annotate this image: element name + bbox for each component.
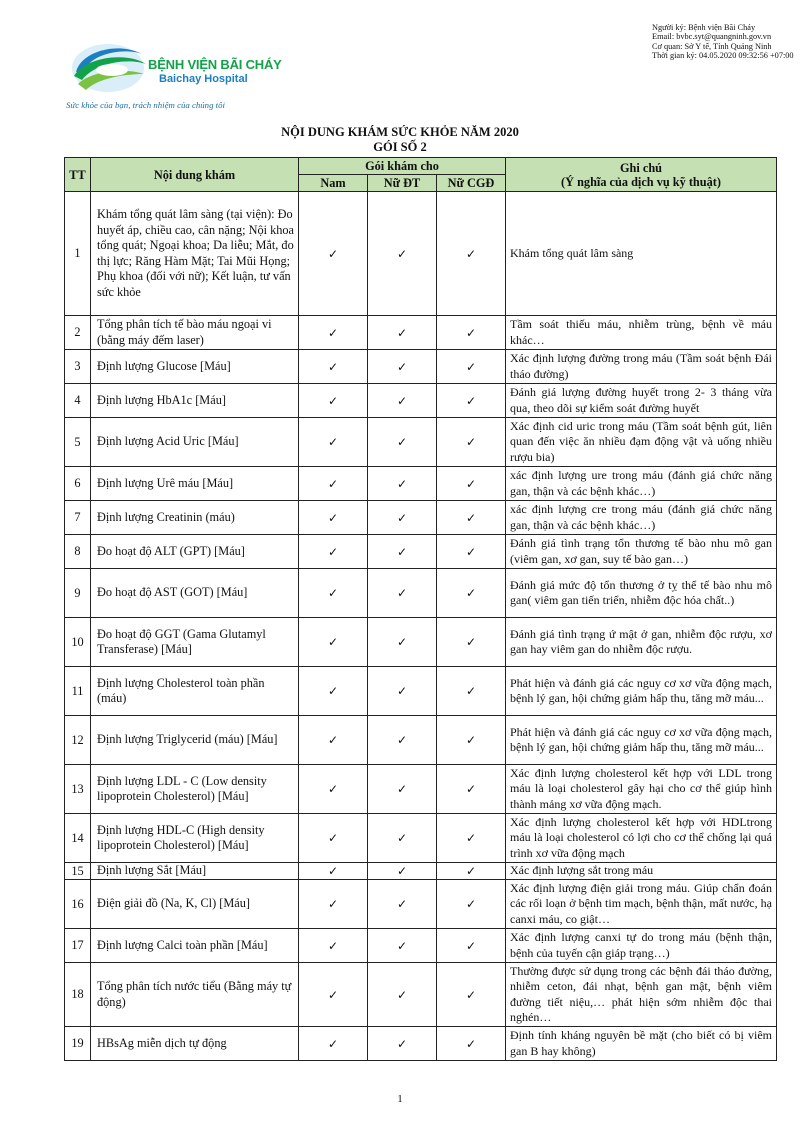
exam-content: Định lượng Cholesterol toàn phần (máu) bbox=[91, 667, 299, 716]
exam-content: Định lượng Acid Uric [Máu] bbox=[91, 418, 299, 467]
exam-content: Định lượng Sắt [Máu] bbox=[91, 863, 299, 880]
check-nu-cgd: ✓ bbox=[437, 814, 506, 863]
table-row bbox=[65, 880, 777, 929]
exam-note: Khám tổng quát lâm sàng bbox=[506, 192, 777, 316]
check-nu-cgd: ✓ bbox=[437, 569, 506, 618]
check-nu-cgd: ✓ bbox=[437, 501, 506, 535]
exam-content: Đo hoạt độ AST (GOT) [Máu] bbox=[91, 569, 299, 618]
signer-email: Email: bvbc.syt@quangninh.gov.vn bbox=[652, 32, 772, 42]
check-nam: ✓ bbox=[299, 467, 368, 501]
check-nu-cgd: ✓ bbox=[437, 963, 506, 1027]
row-number: 1 bbox=[65, 192, 91, 316]
check-nu-dt: ✓ bbox=[368, 501, 437, 535]
row-number: 3 bbox=[65, 350, 91, 384]
check-nu-cgd: ✓ bbox=[437, 418, 506, 467]
check-nam: ✓ bbox=[299, 765, 368, 814]
check-nam: ✓ bbox=[299, 880, 368, 929]
table-row bbox=[65, 569, 777, 618]
table-row bbox=[65, 316, 777, 350]
exam-note: Xác định lượng sắt trong máu bbox=[506, 863, 777, 880]
check-nu-cgd: ✓ bbox=[437, 765, 506, 814]
exam-note: Thường được sử dụng trong các bệnh đái tháo đường, nhiễm ceton, đái nhạt, bệnh gan mật, bệnh viêm đường tiết niệu,… phát hiện sớm nhiễm độc thai nghén… bbox=[506, 963, 777, 1027]
table-row bbox=[65, 667, 777, 716]
exam-note: Xác định lượng canxi tự do trong máu (bệnh thận, bệnh của tuyến cận giáp trạng…) bbox=[506, 929, 777, 963]
row-number: 11 bbox=[65, 667, 91, 716]
column-header-note bbox=[506, 158, 777, 192]
check-nu-cgd: ✓ bbox=[437, 350, 506, 384]
page-subtitle: GÓI SỐ 2 bbox=[373, 140, 427, 154]
row-number: 5 bbox=[65, 418, 91, 467]
table-row bbox=[65, 467, 777, 501]
hospital-slogan: Sức khỏe của bạn, trách nhiệm của chúng tôi bbox=[66, 100, 225, 110]
row-number: 8 bbox=[65, 535, 91, 569]
check-nu-cgd: ✓ bbox=[437, 618, 506, 667]
signer-time: Thời gian ký: 04.05.2020 09:32:56 +07:00 bbox=[652, 51, 794, 61]
check-nam: ✓ bbox=[299, 501, 368, 535]
exam-content: Đo hoạt độ ALT (GPT) [Máu] bbox=[91, 535, 299, 569]
row-number: 14 bbox=[65, 814, 91, 863]
check-nu-dt: ✓ bbox=[368, 316, 437, 350]
exam-content: HBsAg miễn dịch tự động bbox=[91, 1027, 299, 1061]
exam-note: Phát hiện và đánh giá các nguy cơ xơ vữa động mạch, bệnh lý gan, hội chứng giảm hấp thu, tăng mỡ máu... bbox=[506, 667, 777, 716]
exam-content: Tổng phân tích tế bào máu ngoại vi (bằng máy đếm laser) bbox=[91, 316, 299, 350]
row-number: 6 bbox=[65, 467, 91, 501]
table-row bbox=[65, 350, 777, 384]
check-nu-dt: ✓ bbox=[368, 716, 437, 765]
row-number: 4 bbox=[65, 384, 91, 418]
check-nam: ✓ bbox=[299, 716, 368, 765]
note-header-line1: Ghi chú bbox=[619, 160, 663, 175]
row-number: 17 bbox=[65, 929, 91, 963]
row-number: 2 bbox=[65, 316, 91, 350]
table-row bbox=[65, 716, 777, 765]
exam-note: Đánh giá mức độ tổn thương ở tỵ thể tế bào nhu mô gan( viêm gan tiến triển, nhiễm độc hóa chất..) bbox=[506, 569, 777, 618]
exam-content: Định lượng Creatinin (máu) bbox=[91, 501, 299, 535]
page-title: NỘI DUNG KHÁM SỨC KHỎE NĂM 2020 bbox=[281, 125, 519, 139]
exam-content: Định lượng HbA1c [Máu] bbox=[91, 384, 299, 418]
check-nu-dt: ✓ bbox=[368, 929, 437, 963]
exam-content: Định lượng HDL-C (High density lipoprotein Cholesterol) [Máu] bbox=[91, 814, 299, 863]
check-nu-dt: ✓ bbox=[368, 418, 437, 467]
check-nu-cgd: ✓ bbox=[437, 192, 506, 316]
hospital-logo bbox=[62, 40, 322, 115]
check-nam: ✓ bbox=[299, 535, 368, 569]
table-row bbox=[65, 384, 777, 418]
exam-note: xác định lượng ure trong máu (đánh giá chức năng gan, thận và các bệnh khác…) bbox=[506, 467, 777, 501]
check-nam: ✓ bbox=[299, 618, 368, 667]
check-nu-dt: ✓ bbox=[368, 880, 437, 929]
signer-agency: Cơ quan: Sở Y tế, Tỉnh Quảng Ninh bbox=[652, 41, 772, 51]
check-nu-dt: ✓ bbox=[368, 350, 437, 384]
check-nu-cgd: ✓ bbox=[437, 535, 506, 569]
digital-signature-info bbox=[652, 23, 798, 61]
hospital-name-en: Baichay Hospital bbox=[159, 73, 248, 85]
row-number: 10 bbox=[65, 618, 91, 667]
check-nu-dt: ✓ bbox=[368, 1027, 437, 1061]
exam-note: xác định lượng cre trong máu (đánh giá chức năng gan, thận và các bệnh khác…) bbox=[506, 501, 777, 535]
check-nam: ✓ bbox=[299, 418, 368, 467]
table-row bbox=[65, 418, 777, 467]
check-nu-dt: ✓ bbox=[368, 192, 437, 316]
check-nam: ✓ bbox=[299, 963, 368, 1027]
check-nu-cgd: ✓ bbox=[437, 929, 506, 963]
row-number: 18 bbox=[65, 963, 91, 1027]
exam-note: Đánh giá tình trạng tổn thương tế bào nhu mô gan (viêm gan, xơ gan, suy tế bào gan…) bbox=[506, 535, 777, 569]
check-nam: ✓ bbox=[299, 1027, 368, 1061]
check-nu-cgd: ✓ bbox=[437, 316, 506, 350]
check-nu-cgd: ✓ bbox=[437, 384, 506, 418]
check-nam: ✓ bbox=[299, 667, 368, 716]
row-number: 7 bbox=[65, 501, 91, 535]
exam-content-table bbox=[64, 157, 777, 1061]
exam-note: Phát hiện và đánh giá các nguy cơ xơ vữa động mạch, bệnh lý gan, hội chứng giảm hấp thu, tăng mỡ máu... bbox=[506, 716, 777, 765]
exam-content: Khám tổng quát lâm sàng (tại viện): Đo huyết áp, chiều cao, cân nặng; Nội khoa tổng quát; Ngoại khoa; Da liễu; Mắt, đo thị lực; Răng Hàm Mặt; Tai Mũi Họng; Phụ khoa (đối với nữ); Kết luận, tư vấn sức khỏe bbox=[91, 192, 299, 316]
exam-note: Xác định cid uric trong máu (Tầm soát bệnh gút, liên quan đến việc ăn nhiều đạm động vật và uống nhiều rượu bia) bbox=[506, 418, 777, 467]
hospital-name: BỆNH VIỆN BÃI CHÁY bbox=[148, 57, 282, 72]
note-header-line2: (Ý nghĩa của dịch vụ kỹ thuật) bbox=[561, 174, 721, 189]
check-nu-cgd: ✓ bbox=[437, 863, 506, 880]
row-number: 13 bbox=[65, 765, 91, 814]
check-nu-dt: ✓ bbox=[368, 765, 437, 814]
table-row bbox=[65, 929, 777, 963]
check-nu-cgd: ✓ bbox=[437, 667, 506, 716]
table-row bbox=[65, 535, 777, 569]
row-number: 12 bbox=[65, 716, 91, 765]
exam-note: Xác định lượng đường trong máu (Tầm soát bệnh Đái tháo đường) bbox=[506, 350, 777, 384]
exam-content: Điện giải đồ (Na, K, Cl) [Máu] bbox=[91, 880, 299, 929]
check-nam: ✓ bbox=[299, 384, 368, 418]
check-nam: ✓ bbox=[299, 929, 368, 963]
check-nu-dt: ✓ bbox=[368, 569, 437, 618]
check-nam: ✓ bbox=[299, 350, 368, 384]
page-number: 1 bbox=[397, 1093, 403, 1105]
check-nu-dt: ✓ bbox=[368, 667, 437, 716]
signer-name: Người ký: Bệnh viện Bãi Cháy bbox=[652, 23, 756, 32]
check-nam: ✓ bbox=[299, 814, 368, 863]
exam-note: Tầm soát thiếu máu, nhiễm trùng, bệnh về máu khác… bbox=[506, 316, 777, 350]
row-number: 19 bbox=[65, 1027, 91, 1061]
hospital-logo-mark-icon bbox=[68, 40, 152, 98]
check-nu-dt: ✓ bbox=[368, 863, 437, 880]
check-nam: ✓ bbox=[299, 316, 368, 350]
row-number: 16 bbox=[65, 880, 91, 929]
check-nu-cgd: ✓ bbox=[437, 1027, 506, 1061]
table-row bbox=[65, 1027, 777, 1061]
check-nam: ✓ bbox=[299, 863, 368, 880]
exam-note: Xác định lượng cholesterol kết hợp với HDLtrong máu là loại cholesterol có lợi cho cơ thể chống lại quá trình xơ vữa động mạch bbox=[506, 814, 777, 863]
exam-content: Định lượng Urê máu [Máu] bbox=[91, 467, 299, 501]
exam-content: Định lượng Glucose [Máu] bbox=[91, 350, 299, 384]
exam-note: Đánh giá tình trạng ứ mật ở gan, nhiễm độc rượu, xơ gan hay viêm gan do nhiễm độc rượu. bbox=[506, 618, 777, 667]
check-nu-cgd: ✓ bbox=[437, 467, 506, 501]
table-row bbox=[65, 765, 777, 814]
table-row bbox=[65, 618, 777, 667]
column-header-nam: Nam bbox=[299, 175, 368, 192]
exam-content: Định lượng Calci toàn phần [Máu] bbox=[91, 929, 299, 963]
row-number: 9 bbox=[65, 569, 91, 618]
table-row bbox=[65, 863, 777, 880]
column-header-tt: TT bbox=[65, 158, 91, 192]
table-row bbox=[65, 501, 777, 535]
check-nu-dt: ✓ bbox=[368, 467, 437, 501]
exam-content: Đo hoạt độ GGT (Gama Glutamyl Transferase) [Máu] bbox=[91, 618, 299, 667]
column-header-nu-cgd: Nữ CGĐ bbox=[437, 175, 506, 192]
column-header-group: Gói khám cho bbox=[299, 158, 506, 175]
check-nam: ✓ bbox=[299, 192, 368, 316]
exam-content: Định lượng LDL - C (Low density lipoprotein Cholesterol) [Máu] bbox=[91, 765, 299, 814]
check-nu-dt: ✓ bbox=[368, 814, 437, 863]
exam-note: Định tính kháng nguyên bề mặt (cho biết có bị viêm gan B hay không) bbox=[506, 1027, 777, 1061]
check-nam: ✓ bbox=[299, 569, 368, 618]
column-header-content: Nội dung khám bbox=[91, 158, 299, 192]
table-row bbox=[65, 814, 777, 863]
exam-content: Tổng phân tích nước tiểu (Bằng máy tự động) bbox=[91, 963, 299, 1027]
check-nu-dt: ✓ bbox=[368, 535, 437, 569]
table-row bbox=[65, 963, 777, 1027]
check-nu-cgd: ✓ bbox=[437, 880, 506, 929]
table-row bbox=[65, 192, 777, 316]
column-header-nu-dt: Nữ ĐT bbox=[368, 175, 437, 192]
exam-note: Xác định lượng điện giải trong máu. Giúp chẩn đoán các rối loạn ở bệnh tim mạch, bệnh thận, mất nước, hạ canxi máu, co giật… bbox=[506, 880, 777, 929]
exam-content: Định lượng Triglycerid (máu) [Máu] bbox=[91, 716, 299, 765]
check-nu-dt: ✓ bbox=[368, 618, 437, 667]
check-nu-dt: ✓ bbox=[368, 963, 437, 1027]
check-nu-cgd: ✓ bbox=[437, 716, 506, 765]
exam-note: Xác định lượng cholesterol kết hợp với LDL trong máu là loại cholesterol gây hại cho cơ thể giúp hình thành mảng xơ vữa động mạch. bbox=[506, 765, 777, 814]
check-nu-dt: ✓ bbox=[368, 384, 437, 418]
row-number: 15 bbox=[65, 863, 91, 880]
exam-note: Đánh giá lượng đường huyết trong 2- 3 tháng vừa qua, theo dõi sự kiểm soát đường huyết bbox=[506, 384, 777, 418]
